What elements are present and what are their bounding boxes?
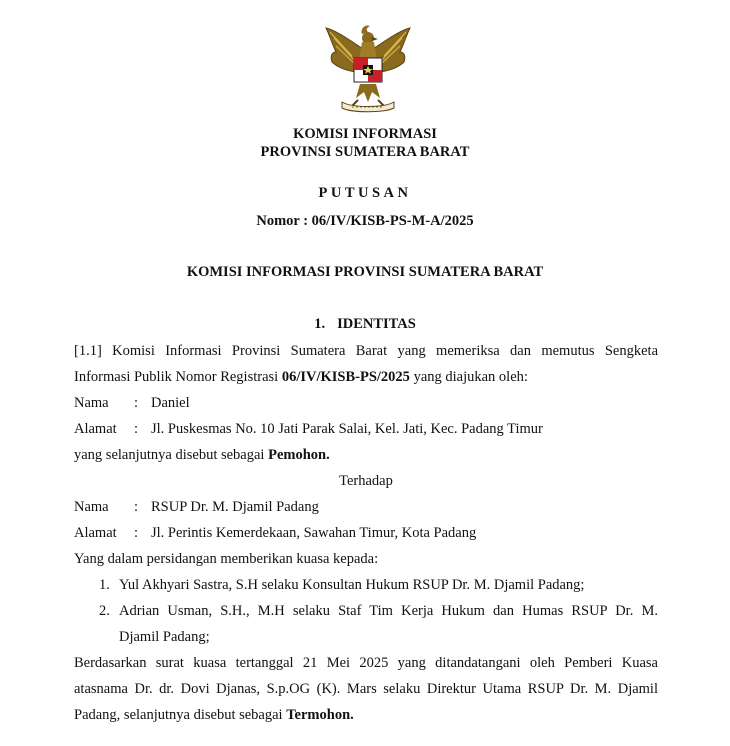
registration-number: 06/IV/KISB-PS/2025 — [281, 369, 410, 385]
respondent-name-value: RSUP Dr. M. Djamil Padang — [151, 499, 319, 515]
closing-line-3-pre: Padang, selanjutnya disebut sebagai — [74, 707, 287, 723]
institution-heading — [0, 125, 730, 161]
document-type: PUTUSAN — [318, 185, 412, 201]
document-number: Nomor : 06/IV/KISB-PS-M-A/2025 — [256, 213, 474, 229]
applicant-address-label: Alamat — [74, 421, 117, 437]
proxy-item-1 — [74, 572, 658, 598]
section-title: IDENTITAS — [337, 316, 416, 332]
respondent-name-row — [74, 494, 658, 520]
applicant-name-colon: : — [134, 395, 139, 411]
intro-line-2 — [74, 364, 658, 390]
institution-line-2: PROVINSI SUMATERA BARAT — [260, 144, 470, 160]
respondent-name-label: Nama — [74, 499, 109, 515]
respondent-name-colon: : — [134, 499, 139, 515]
proxy-item-2-line-1: Adrian Usman, S.H., M.H selaku Staf Tim Kerja Hukum dan Humas RSUP Dr. M. — [119, 603, 658, 619]
proxy-item-2-line-2: Djamil Padang; — [119, 629, 210, 645]
applicant-role: Pemohon. — [268, 447, 330, 463]
garuda-pancasila-emblem-icon — [322, 22, 414, 114]
intro-line-2-pre: Informasi Publik Nomor Registrasi — [74, 369, 282, 385]
intro-line-2-post: yang diajukan oleh: — [409, 369, 528, 385]
proxy-item-2-number: 2. — [99, 603, 110, 619]
section-heading — [0, 316, 730, 333]
applicant-name-row — [74, 390, 658, 416]
closing-line-1: Berdasarkan surat kuasa tertanggal 21 Mei 2025 yang ditandatangani oleh Pemberi Kuasa — [74, 655, 658, 671]
respondent-address-row — [74, 520, 658, 546]
respondent-address-value: Jl. Perintis Kemerdekaan, Sawahan Timur, Kota Padang — [151, 525, 477, 541]
proxy-item-2-text — [119, 598, 658, 650]
intro-line-1: [1.1] Komisi Informasi Provinsi Sumatera Barat yang memeriksa dan memutus Sengketa — [74, 343, 658, 359]
respondent-address-label: Alamat — [74, 525, 117, 541]
institution-line-1: KOMISI INFORMASI — [293, 126, 437, 142]
section-body — [74, 338, 658, 728]
applicant-address-colon: : — [134, 421, 139, 437]
applicant-name-value: Daniel — [151, 395, 190, 411]
respondent-role: Termohon. — [286, 707, 354, 723]
applicant-address-value: Jl. Puskesmas No. 10 Jati Parak Salai, Kel. Jati, Kec. Padang Timur — [151, 421, 543, 437]
proxy-intro: Yang dalam persidangan memberikan kuasa kepada: — [74, 551, 379, 567]
proxy-item-1-text: Yul Akhyari Sastra, S.H selaku Konsultan Hukum RSUP Dr. M. Djamil Padang; — [119, 577, 585, 593]
respondent-address-colon: : — [134, 525, 139, 541]
applicant-address-row — [74, 416, 658, 442]
closing-line-2: atasnama Dr. dr. Dovi Djanas, S.p.OG (K). Mars selaku Direktur Utama RSUP Dr. M. Djamil — [74, 681, 658, 697]
section-number: 1. — [314, 316, 326, 332]
proxy-item-2 — [74, 598, 658, 650]
closing-line-3 — [74, 702, 658, 728]
versus-label: Terhadap — [339, 473, 393, 489]
proxy-item-1-number: 1. — [99, 577, 110, 593]
body-title: KOMISI INFORMASI PROVINSI SUMATERA BARAT — [186, 264, 544, 280]
applicant-note-pre: yang selanjutnya disebut sebagai — [74, 447, 269, 463]
applicant-note — [74, 442, 658, 468]
applicant-name-label: Nama — [74, 395, 109, 411]
